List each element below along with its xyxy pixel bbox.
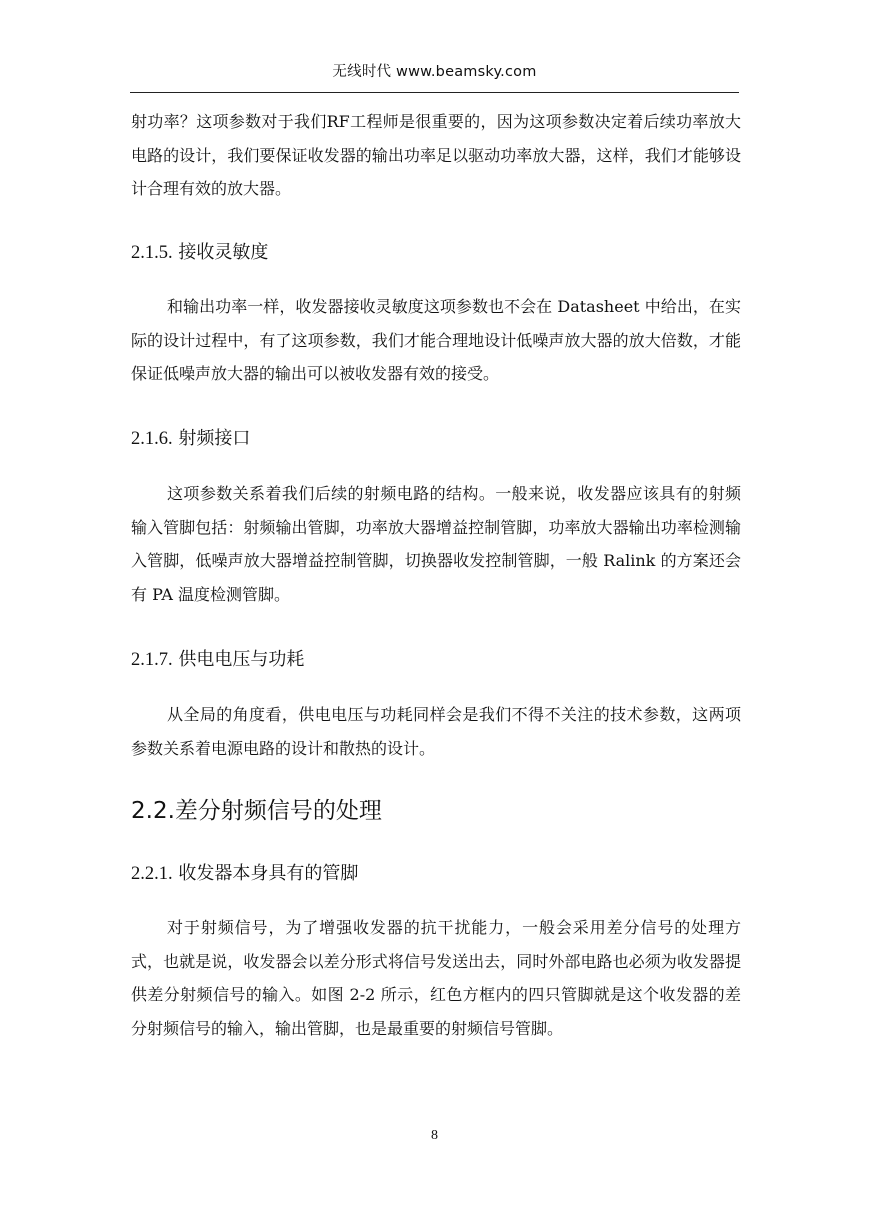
heading-number: 2.2.1. (131, 864, 173, 884)
heading-2-2 (131, 792, 382, 825)
heading-title: 射频接口 (178, 428, 251, 449)
heading-title: 差分射频信号的处理 (174, 798, 382, 824)
intro-paragraph: 射功率？这项参数对于我们RF工程师是很重要的，因为这项参数决定着后续功率放大电路的设计，我们要保证收发器的输出功率足以驱动功率放大器，这样，我们才能够设计合理有效的放大器。 (131, 112, 741, 198)
heading-number: 2.2. (131, 798, 175, 824)
page-number: 8 (431, 1128, 438, 1143)
paragraph-power-supply: 从全局的角度看，供电电压与功耗同样会是我们不得不关注的技术参数，这两项参数关系着电源电路的设计和散热的设计。 (131, 705, 741, 758)
heading-number: 2.1.5. (131, 243, 173, 263)
heading-title: 接收灵敏度 (178, 242, 269, 263)
heading-number: 2.1.6. (131, 429, 173, 449)
heading-2-2-1 (131, 859, 358, 885)
header-divider (130, 92, 739, 93)
page-header: 无线时代 www.beamsky.com (332, 64, 537, 80)
paragraph-differential-pins: 对于射频信号，为了增强收发器的抗干扰能力，一般会采用差分信号的处理方式，也就是说，收发器会以差分形式将信号发送出去，同时外部电路也必须为收发器提供差分射频信号的输入。如图 2-2 所示，红色方框内的四只管脚就是这个收发器的差分射频信号的输入，输出管脚，也是最重要的射频信号管脚。 (131, 918, 741, 1038)
heading-title: 供电电压与功耗 (178, 649, 305, 670)
heading-2-1-7 (131, 645, 304, 671)
heading-2-1-6 (131, 424, 250, 450)
heading-number: 2.1.7. (131, 650, 173, 670)
heading-title: 收发器本身具有的管脚 (178, 863, 359, 884)
heading-2-1-5 (131, 238, 268, 264)
paragraph-rf-interface: 这项参数关系着我们后续的射频电路的结构。一般来说，收发器应该具有的射频输入管脚包括：射频输出管脚，功率放大器增益控制管脚，功率放大器输出功率检测输入管脚，低噪声放大器增益控制管脚，切换器收发控制管脚，一般 Ralink 的方案还会有 PA 温度检测管脚。 (131, 484, 741, 604)
paragraph-receive-sensitivity: 和输出功率一样，收发器接收灵敏度这项参数也不会在 Datasheet 中给出，在实际的设计过程中，有了这项参数，我们才能合理地设计低噪声放大器的放大倍数，才能保证低噪声放大器的输出可以被收发器有效的接受。 (131, 297, 741, 383)
